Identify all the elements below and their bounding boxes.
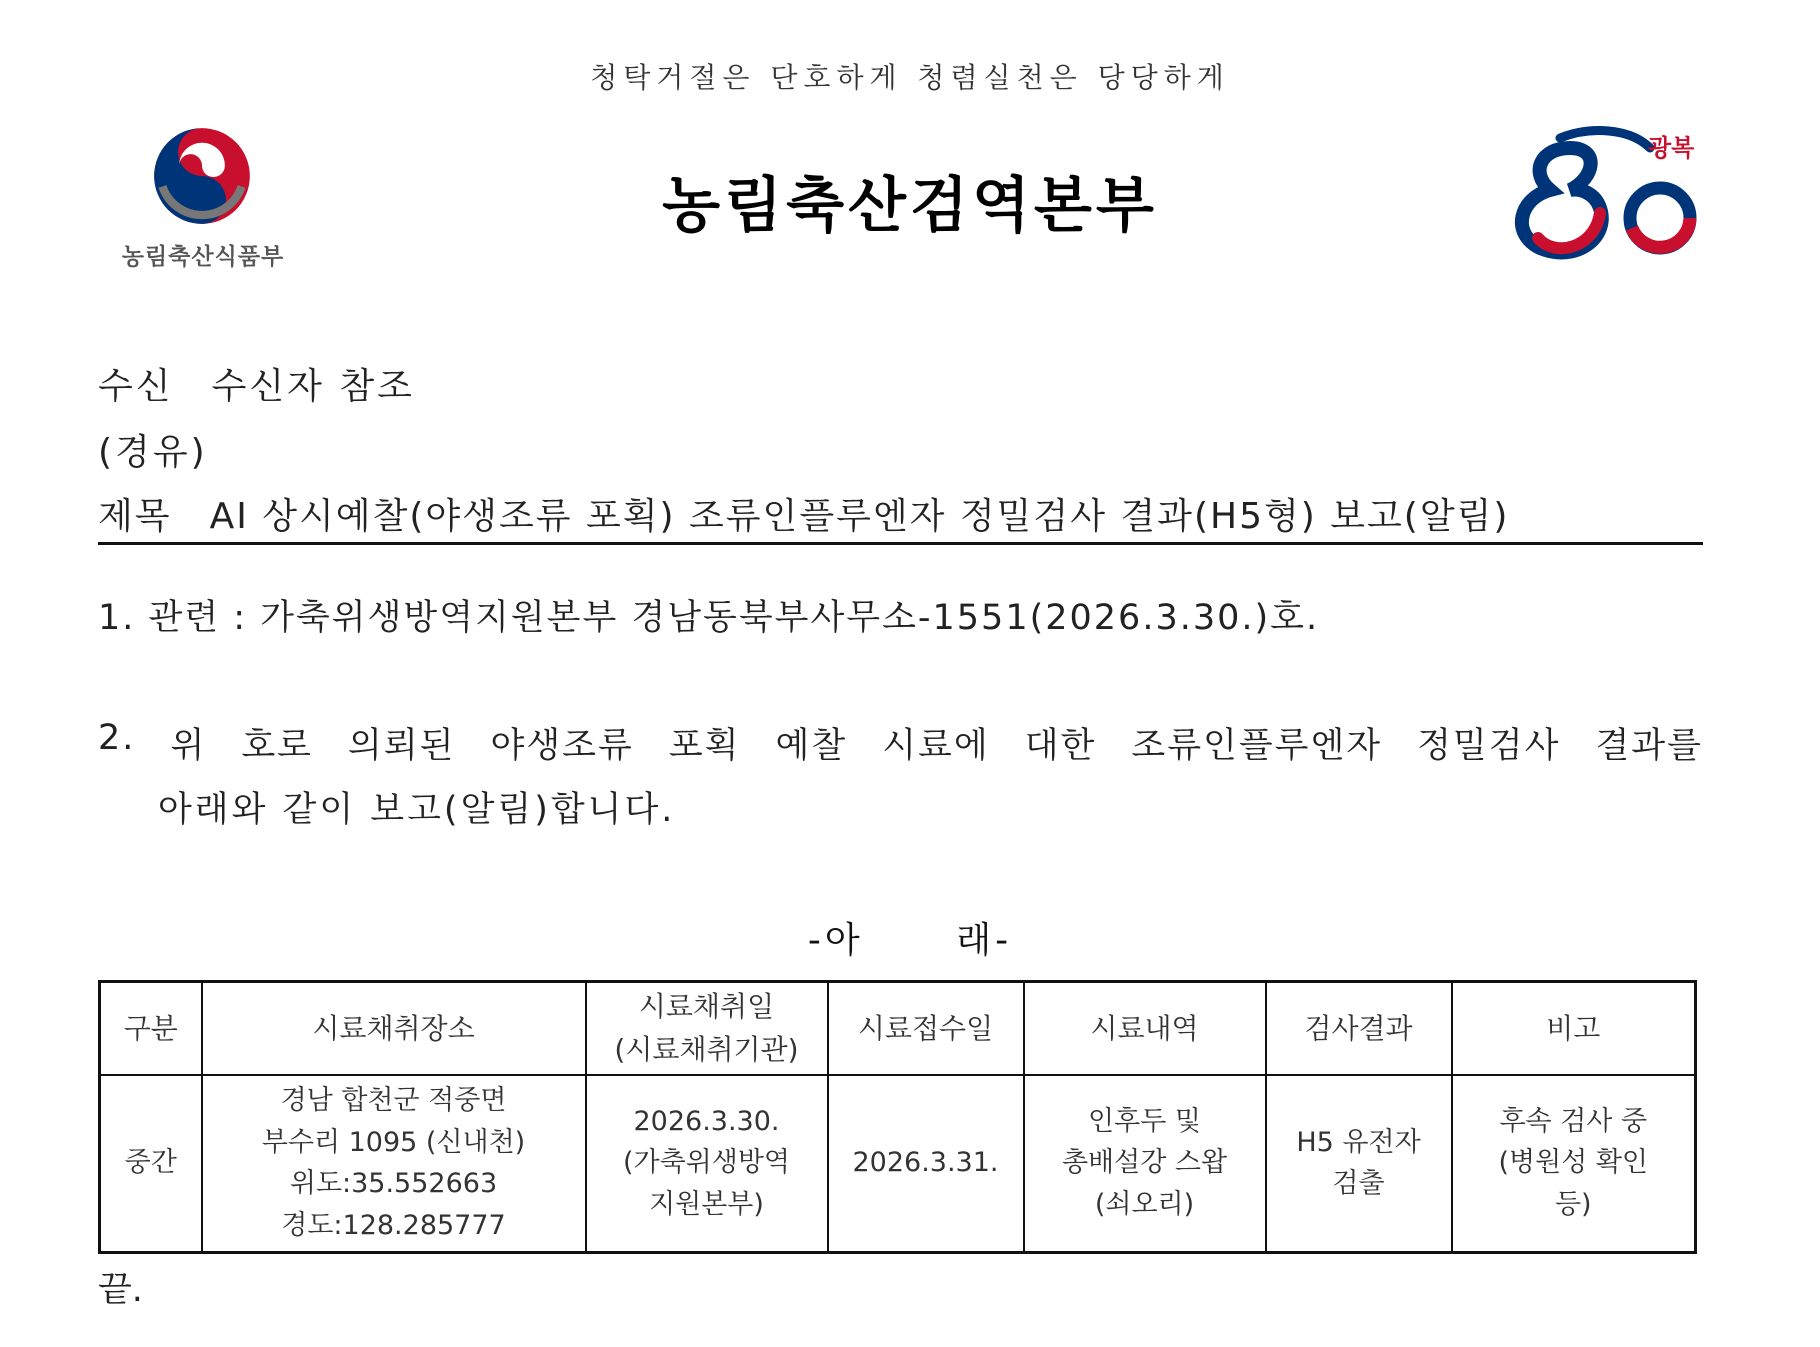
word: 2. bbox=[98, 718, 136, 758]
header-receipt-date: 시료접수일 bbox=[828, 982, 1024, 1075]
header-location: 시료채취장소 bbox=[202, 982, 586, 1075]
taegeuk-emblem-icon bbox=[150, 124, 254, 228]
sampling-date: 2026.3.30. bbox=[633, 1105, 780, 1137]
header-sampling-date-line1: 시료채취일 bbox=[638, 990, 775, 1023]
sample-line-3: (쇠오리) bbox=[1094, 1189, 1195, 1221]
word: 야생조류 bbox=[490, 726, 634, 766]
cell-remarks bbox=[1452, 1075, 1696, 1253]
remarks-line-3: 등) bbox=[1554, 1189, 1592, 1221]
table-row bbox=[100, 1075, 1696, 1253]
via-line: (경유) bbox=[98, 432, 208, 473]
remarks-line-2: (병원성 확인 bbox=[1498, 1147, 1649, 1179]
word: 위 bbox=[170, 726, 207, 766]
sampling-agency-line-2: 지원본부) bbox=[649, 1189, 764, 1221]
location-line-1: 경남 합천군 적중면 bbox=[280, 1084, 507, 1116]
cell-sample-details bbox=[1024, 1075, 1266, 1253]
header-test-result: 검사결과 bbox=[1266, 982, 1452, 1075]
cell-test-result bbox=[1266, 1075, 1452, 1253]
result-table bbox=[98, 980, 1697, 1254]
anniversary-label: 광복 bbox=[1648, 134, 1695, 162]
header-remarks: 비고 bbox=[1452, 982, 1696, 1075]
subject-key: 제목 bbox=[98, 496, 172, 537]
remarks-line-1: 후속 검사 중 bbox=[1499, 1105, 1648, 1137]
sampling-agency-line-1: (가축위생방역 bbox=[622, 1147, 791, 1179]
recipient-line bbox=[98, 358, 415, 409]
header-sample-details: 시료내역 bbox=[1024, 982, 1266, 1075]
cell-sampling-date bbox=[586, 1075, 828, 1253]
slogan: 청탁거절은 단호하게 청렴실천은 당당하게 bbox=[590, 61, 1230, 94]
agency-title: 농림축산검역본부 bbox=[662, 171, 1158, 241]
location-line-2: 부수리 1095 (신내천) bbox=[261, 1126, 526, 1158]
paragraph-2-line-2: 아래와 같이 보고(알림)합니다. bbox=[158, 790, 676, 830]
header-sampling-date bbox=[586, 982, 828, 1075]
paragraph-1: 1. 관련 : 가축위생방역지원본부 경남동북부사무소-1551(2026.3.30.)호. bbox=[98, 598, 1320, 638]
word: 결과를 bbox=[1595, 726, 1703, 766]
paragraph-2-line-1 bbox=[98, 718, 1703, 768]
word: 예찰 bbox=[775, 726, 848, 766]
ministry-logo bbox=[98, 124, 318, 284]
word: 호로 bbox=[241, 726, 313, 766]
table-header-row bbox=[100, 982, 1696, 1075]
recipient-key: 수신 bbox=[98, 366, 174, 407]
subject-value: AI 상시예찰(야생조류 포획) 조류인플루엔자 정밀검사 결과(H5형) 보고(알림) bbox=[209, 496, 1510, 537]
cell-location bbox=[202, 1075, 586, 1253]
cell-category: 중간 bbox=[100, 1075, 202, 1253]
result-line-1: H5 유전자 bbox=[1296, 1126, 1421, 1158]
sample-line-1: 인후두 및 bbox=[1088, 1105, 1201, 1137]
word: 대한 bbox=[1024, 726, 1097, 766]
liberation-80th-logo bbox=[1500, 118, 1710, 278]
word: 의뢰된 bbox=[348, 726, 456, 766]
cell-receipt-date: 2026.3.31. bbox=[828, 1075, 1024, 1253]
sample-line-2: 총배설강 스왑 bbox=[1061, 1147, 1228, 1179]
location-latitude: 위도:35.552663 bbox=[289, 1168, 498, 1200]
header-divider bbox=[98, 542, 1703, 545]
header-sampling-date-line2: (시료채취기관) bbox=[614, 1033, 799, 1067]
word: 조류인플루엔자 bbox=[1131, 726, 1383, 766]
word: 시료에 bbox=[882, 726, 990, 766]
end-mark: 끝. bbox=[98, 1270, 143, 1310]
recipient-value: 수신자 참조 bbox=[211, 366, 415, 407]
result-line-2: 검출 bbox=[1332, 1168, 1385, 1200]
word: 포획 bbox=[668, 726, 741, 766]
word: 정밀검사 bbox=[1417, 726, 1561, 766]
ministry-name: 농림축산식품부 bbox=[121, 244, 285, 270]
below-heading: -아 래- bbox=[807, 920, 1013, 961]
subject-line bbox=[98, 488, 1509, 539]
header-category: 구분 bbox=[100, 982, 202, 1075]
location-longitude: 경도:128.285777 bbox=[281, 1210, 506, 1242]
